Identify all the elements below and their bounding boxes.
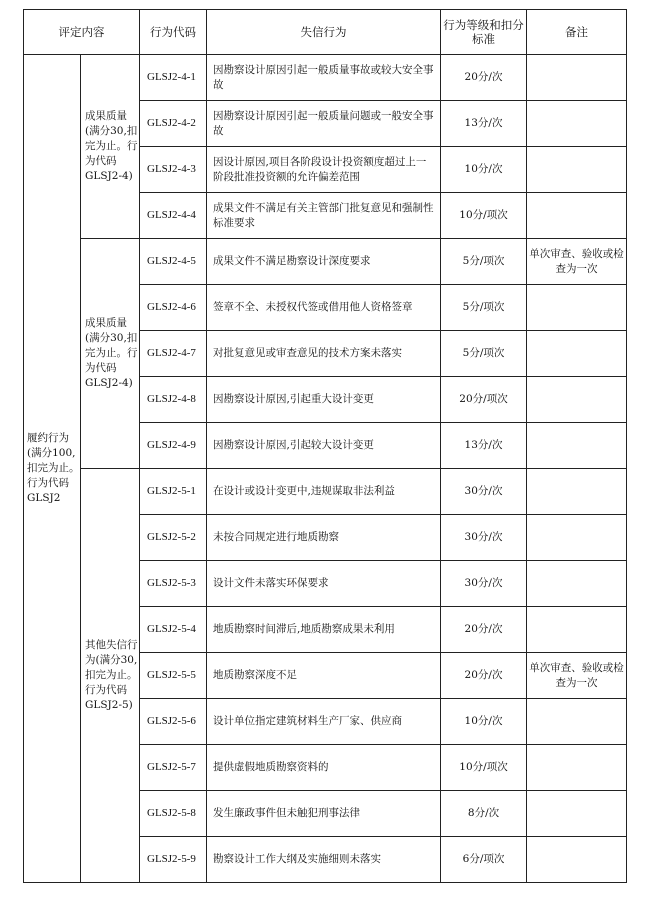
header-behavior: 失信行为 [207,10,441,55]
header-code: 行为代码 [140,10,207,55]
behavior-desc-cell: 提供虚假地质勘察资料的 [207,745,441,791]
behavior-desc-cell: 成果文件不满足勘察设计深度要求 [207,239,441,285]
remark-cell [527,699,627,745]
behavior-code-cell: GLSJ2-4-5 [140,239,207,285]
behavior-code-cell: GLSJ2-5-9 [140,837,207,883]
behavior-code-cell: GLSJ2-4-7 [140,331,207,377]
behavior-code-cell: GLSJ2-4-9 [140,423,207,469]
behavior-code-cell: GLSJ2-5-5 [140,653,207,699]
behavior-desc-cell: 地质勘察时间滞后,地质勘察成果未利用 [207,607,441,653]
behavior-code-cell: GLSJ2-5-8 [140,791,207,837]
remark-cell: 单次审查、验收或检查为一次 [527,239,627,285]
remark-cell [527,561,627,607]
standard-cell: 20分/次 [441,607,527,653]
header-row [24,10,627,55]
behavior-desc-cell: 因设计原因,项目各阶段设计投资额度超过上一阶段批准投资额的允许偏差范围 [207,147,441,193]
remark-cell [527,745,627,791]
behavior-desc-cell: 成果文件不满足有关主管部门批复意见和强制性标准要求 [207,193,441,239]
behavior-desc-cell: 在设计或设计变更中,违规谋取非法利益 [207,469,441,515]
standard-cell: 5分/项次 [441,239,527,285]
standard-cell: 20分/项次 [441,377,527,423]
behavior-code-cell: GLSJ2-5-7 [140,745,207,791]
table-row [24,55,627,101]
behavior-code-cell: GLSJ2-4-1 [140,55,207,101]
behavior-code-cell: GLSJ2-5-4 [140,607,207,653]
remark-cell [527,55,627,101]
behavior-desc-cell: 因勘察设计原因引起一般质量事故或较大安全事故 [207,55,441,101]
standard-cell: 8分/次 [441,791,527,837]
standard-cell: 5分/项次 [441,285,527,331]
standard-cell: 20分/次 [441,55,527,101]
behavior-desc-cell: 未按合同规定进行地质勘察 [207,515,441,561]
behavior-code-cell: GLSJ2-4-8 [140,377,207,423]
remark-cell [527,515,627,561]
behavior-desc-cell: 设计单位指定建筑材料生产厂家、供应商 [207,699,441,745]
category-cell: 履约行为(满分100,扣完为止。行为代码GLSJ2 [24,55,81,883]
evaluation-table [23,9,627,883]
standard-cell: 6分/项次 [441,837,527,883]
standard-cell: 30分/次 [441,515,527,561]
standard-cell: 20分/次 [441,653,527,699]
remark-cell [527,607,627,653]
behavior-desc-cell: 勘察设计工作大纲及实施细则未落实 [207,837,441,883]
standard-cell: 10分/项次 [441,745,527,791]
behavior-code-cell: GLSJ2-4-2 [140,101,207,147]
remark-cell [527,791,627,837]
header-standard: 行为等级和扣分标准 [441,10,527,55]
standard-cell: 10分/项次 [441,193,527,239]
standard-cell: 13分/次 [441,101,527,147]
remark-cell [527,469,627,515]
remark-cell [527,837,627,883]
behavior-desc-cell: 因勘察设计原因,引起重大设计变更 [207,377,441,423]
behavior-desc-cell: 发生廉政事件但未触犯刑事法律 [207,791,441,837]
behavior-code-cell: GLSJ2-5-3 [140,561,207,607]
standard-cell: 30分/次 [441,469,527,515]
header-content: 评定内容 [24,10,140,55]
behavior-code-cell: GLSJ2-5-6 [140,699,207,745]
remark-cell [527,423,627,469]
remark-cell [527,193,627,239]
group-cell: 成果质量(满分30,扣完为止。行为代码GLSJ2-4) [81,239,140,469]
behavior-code-cell: GLSJ2-4-6 [140,285,207,331]
standard-cell: 30分/次 [441,561,527,607]
header-remark: 备注 [527,10,627,55]
table-row [24,239,627,285]
group-cell: 成果质量(满分30,扣完为止。行为代码GLSJ2-4) [81,55,140,239]
standard-cell: 5分/项次 [441,331,527,377]
remark-cell [527,101,627,147]
behavior-code-cell: GLSJ2-4-3 [140,147,207,193]
remark-cell [527,377,627,423]
behavior-desc-cell: 对批复意见或审查意见的技术方案未落实 [207,331,441,377]
behavior-code-cell: GLSJ2-5-2 [140,515,207,561]
behavior-code-cell: GLSJ2-4-4 [140,193,207,239]
behavior-desc-cell: 签章不全、未授权代签或借用他人资格签章 [207,285,441,331]
remark-cell [527,331,627,377]
behavior-desc-cell: 因勘察设计原因,引起较大设计变更 [207,423,441,469]
standard-cell: 10分/次 [441,699,527,745]
remark-cell [527,147,627,193]
remark-cell [527,285,627,331]
table-row [24,469,627,515]
standard-cell: 13分/次 [441,423,527,469]
behavior-desc-cell: 因勘察设计原因引起一般质量问题或一般安全事故 [207,101,441,147]
behavior-code-cell: GLSJ2-5-1 [140,469,207,515]
behavior-desc-cell: 设计文件未落实环保要求 [207,561,441,607]
remark-cell: 单次审查、验收或检查为一次 [527,653,627,699]
group-cell: 其他失信行为(满分30,扣完为止。行为代码GLSJ2-5) [81,469,140,883]
behavior-desc-cell: 地质勘察深度不足 [207,653,441,699]
standard-cell: 10分/次 [441,147,527,193]
